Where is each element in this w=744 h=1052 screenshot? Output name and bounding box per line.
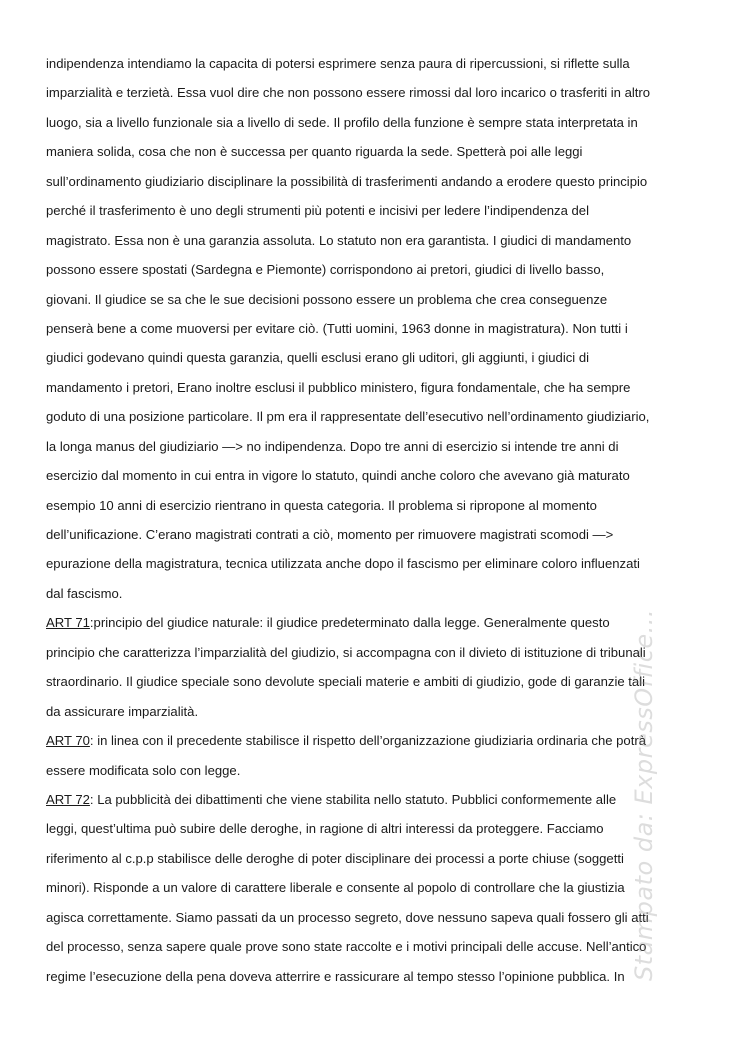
art72-first-line: [46, 785, 706, 814]
body-line: imparzialità e terzietà. Essa vuol dire che non possono essere rimossi dal loro incarico o trasferiti in altro: [46, 85, 651, 101]
body-line: esercizio dal momento in cui entra in vigore lo statuto, quindi anche coloro che avevano già maturato: [46, 468, 630, 484]
body-line: sull’ordinamento giudiziario disciplinare la possibilità di trasferimenti andando a erodere questo principio: [46, 173, 648, 189]
body-line: dal fascismo.: [46, 585, 123, 601]
art70-text: : in linea con il precedente stabilisce il rispetto dell’organizzazione giudiziaria ordinaria che potrà: [89, 733, 646, 749]
body-line: magistrato. Essa non è una garanzia assoluta. Lo statuto non era garantista. I giudici di mandamento: [46, 232, 632, 248]
body-line: penserà bene a come muoversi per evitare ciò. (Tutti uomini, 1963 donne in magistratura). Non tutti i: [46, 320, 628, 336]
body-line: esempio 10 anni di esercizio rientrano in questa categoria. Il problema si ripropone al momento: [46, 497, 597, 513]
body-line: luogo, sia a livello funzionale sia a livello di sede. Il profilo della funzione è sempre stata interpretata in: [46, 114, 638, 130]
art71-first-line: [46, 608, 706, 637]
body-line: agisca correttamente. Siamo passati da un processo segreto, dove nessuno sapeva quali fossero gli atti: [46, 909, 649, 925]
body-line: riferimento al c.p.p stabilisce delle deroghe di poter disciplinare dei processi a porte chiuse (soggetti: [46, 850, 624, 866]
art71-reference: ART 71: [46, 615, 90, 631]
body-line: giovani. Il giudice se sa che le sue decisioni possono essere un problema che crea conseguenze: [46, 291, 608, 307]
body-line: giudici godevano quindi questa garanzia, quelli esclusi erano gli uditori, gli aggiunti, i giudici di: [46, 350, 590, 366]
body-line: indipendenza intendiamo la capacita di potersi esprimere senza paura di ripercussioni, si riflette sulla: [46, 56, 630, 71]
art72-text: : La pubblicità dei dibattimenti che viene stabilita nello statuto. Pubblici conformemente alle: [89, 791, 617, 807]
body-line: perché il trasferimento è uno degli strumenti più potenti e incisivi per ledere l’indipendenza del: [46, 203, 589, 219]
body-line: goduto di una posizione particolare. Il pm era il rappresentate dell’esecutivo nell’ordinamento giudiziario,: [46, 409, 650, 425]
body-line: epurazione della magistratura, tecnica utilizzata anche dopo il fascismo per eliminare coloro influenzati: [46, 556, 640, 572]
body-line: la longa manus del giudiziario —> no indipendenza. Dopo tre anni di esercizio si intende tre anni di: [46, 438, 619, 454]
body-line: dell’unificazione. C’erano magistrati contrati a ciò, momento per rimuovere magistrati scomodi —>: [46, 527, 614, 542]
body-line: mandamento i pretori, Erano inoltre esclusi il pubblico ministero, figura fondamentale, che ha sempre: [46, 379, 631, 395]
body-line: minori). Risponde a un valore di carattere liberale e consente al popolo di controllare che la giustizia: [46, 880, 625, 896]
body-line: del processo, senza sapere quale prove sono state raccolte e i motivi principali delle accuse. Nell’antico: [46, 939, 647, 955]
body-line: straordinario. Il giudice speciale sono devolute speciali materie e ambiti di giudizio, gode di garanzie tali: [46, 674, 646, 690]
art71-text: :principio del giudice naturale: il giudice predeterminato dalla legge. Generalmente questo: [89, 615, 610, 631]
body-line: maniera solida, cosa che non è successa per quanto riguarda la sede. Spetterà poi alle leggi: [46, 144, 583, 160]
art70-first-line: [46, 726, 706, 755]
body-line: regime l’esecuzione della pena doveva atterrire e rassicurare al tempo stesso l’opinione pubblica. In: [46, 968, 625, 984]
body-line: essere modificata solo con legge.: [46, 762, 241, 778]
body-line: principio che caratterizza l’imparzialità del giudizio, si accompagna con il divieto di istituzione di tribunali: [46, 644, 646, 660]
art72-reference: ART 72: [46, 791, 90, 807]
body-line: da assicurare imparzialità.: [46, 703, 199, 719]
body-line: leggi, quest’ultima può subire delle deroghe, in ragione di altri interessi da proteggere. Facciamo: [46, 821, 604, 837]
body-line: possono essere spostati (Sardegna e Piemonte) corrispondono ai pretori, giudici di livello basso,: [46, 262, 605, 278]
document-body: [46, 49, 706, 991]
watermark-text: Stampato da: ExpressOffice...: [630, 608, 659, 982]
art70-reference: ART 70: [46, 733, 90, 749]
